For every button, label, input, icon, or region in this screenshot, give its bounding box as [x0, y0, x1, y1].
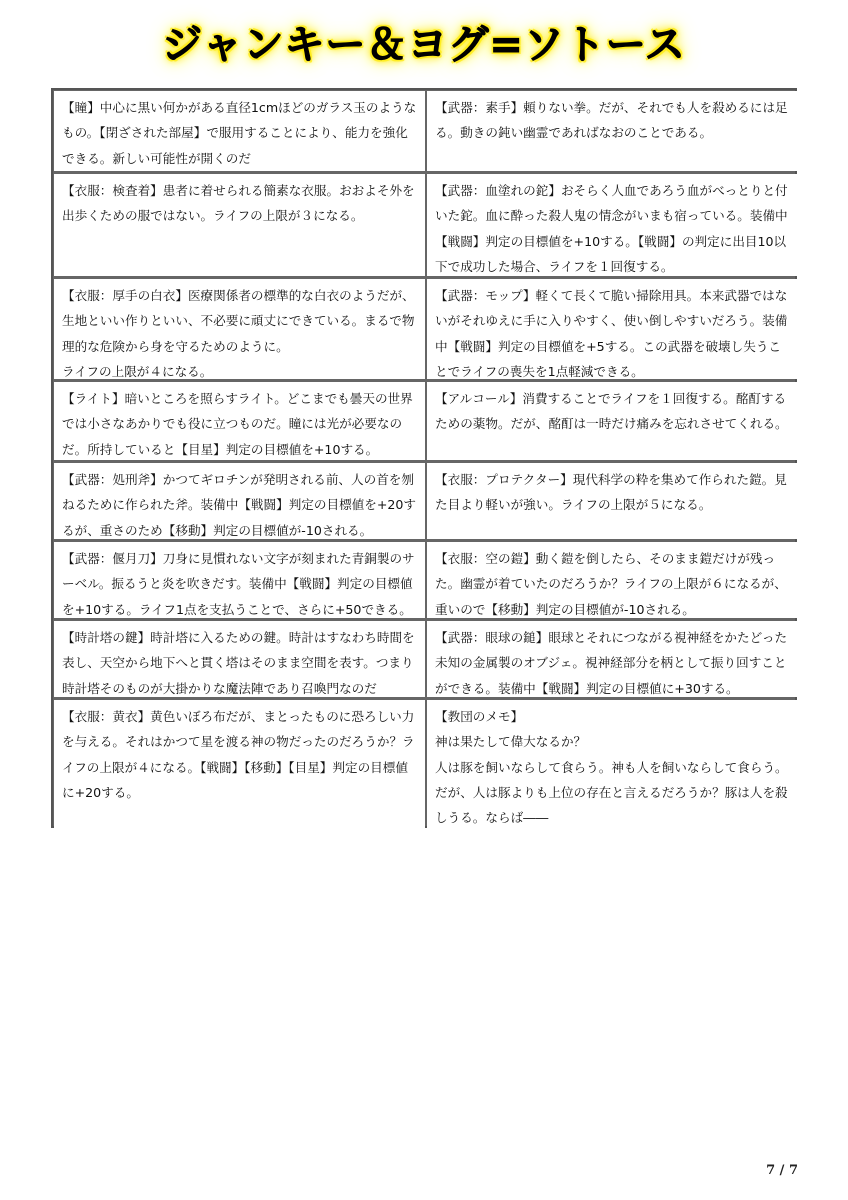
item-cell — [54, 174, 425, 276]
page-number: 7 / 7 — [766, 1163, 798, 1178]
item-cell — [54, 382, 425, 460]
item-text: 【衣服：黄衣】黄色いぼろ布だが、まとったものに恐ろしい力を与える。それはかつて星を渡る神の物だったのだろうか？ライフの上限が４になる。【戦闘】【移動】【目星】判定の目標値に+20する。 — [62, 709, 415, 800]
item-text: 【教団のメモ】 — [435, 709, 524, 724]
item-text: 【アルコール】消費することでライフを１回復する。酩酊するための薬物。だが、酩酊は一時だけ痛みを忘れさせてくれる。 — [435, 391, 788, 432]
item-text: 【時計塔の鍵】時計塔に入るための鍵。時計はすなわち時間を表し、天空から地下へと貫く塔はそのまま空間を表す。つまり時計塔そのものが大掛かりな魔法陣であり召喚門なのだ — [62, 630, 415, 696]
item-cell — [427, 382, 798, 460]
item-text: 【衣服：空の鎧】動く鎧を倒したら、そのまま鎧だけが残った。幽霊が着ていたのだろうか？ライフの上限が６になるが、重いので【移動】判定の目標値が-10される。 — [435, 551, 787, 617]
item-text: 【衣服：検査着】患者に着せられる簡素な衣服。おおよそ外を出歩くための服ではない。ライフの上限が３になる。 — [62, 183, 415, 224]
item-cell — [54, 700, 425, 829]
item-text: 【武器：処刑斧】かつてギロチンが発明される前、人の首を刎ねるために作られた斧。装備中【戦闘】判定の目標値を+20するが、重さのため【移動】判定の目標値が-10される。 — [62, 472, 417, 538]
item-cell — [427, 174, 798, 276]
item-text: 神は果たして偉大なるか？ — [435, 734, 587, 750]
item-cell — [427, 621, 798, 697]
item-cell — [427, 463, 798, 539]
item-card-table — [51, 88, 797, 828]
item-cell — [54, 542, 425, 618]
item-cell — [427, 91, 798, 171]
item-text: ライフの上限が４になる。 — [62, 363, 213, 379]
item-text: 【武器：偃月刀】刀身に見慣れない文字が刻まれた青銅製のサーベル。振るうと炎を吹きだす。装備中【戦闘】判定の目標値を+10する。ライフ1点を支払うことで、さらに+50できる。 — [62, 551, 415, 617]
item-text: 【武器：モップ】軽くて長くて脆い掃除用具。本来武器ではないがそれゆえに手に入りやすく、使い倒しやすいだろう。装備中【戦闘】判定の目標値を+5する。この武器を破壊し失うことでライフの喪失を1点軽減できる。 — [435, 288, 788, 379]
item-text: 【衣服：厚手の白衣】医療関係者の標準的な白衣のようだが、生地といい作りといい、不必要に頑丈にできている。まるで物理的な危険から身を守るためのように。 — [62, 288, 415, 354]
item-text: 【衣服：プロテクター】現代科学の粋を集めて作られた鎧。見た目より軽いが強い。ライフの上限が５になる。 — [435, 472, 787, 513]
item-cell — [427, 542, 798, 618]
item-text: 【武器：眼球の鎚】眼球とそれにつながる視神経をかたどった未知の金属製のオブジェ。視神経部分を柄として振り回すことができる。装備中【戦闘】判定の目標値に+30する。 — [435, 630, 788, 696]
title-banner — [0, 14, 848, 76]
item-cell — [427, 279, 798, 379]
item-text: 人は豚を飼いならして食らう。神も人を飼いならして食らう。 — [435, 759, 788, 775]
item-cell — [54, 621, 425, 697]
item-text: 【武器：血塗れの鉈】おそらく人血であろう血がべっとりと付いた鉈。血に酔った殺人鬼の情念がいまも宿っている。装備中【戦闘】判定の目標値を+10する。【戦闘】の判定に出目10以下で成功した場合、ライフを１回復する。 — [435, 183, 788, 274]
item-text: 【武器：素手】頼りない拳。だが、それでも人を殺めるには足る。動きの鈍い幽霊であればなおのことである。 — [435, 100, 788, 141]
item-cell — [54, 463, 425, 539]
item-cell — [54, 279, 425, 379]
item-cell — [54, 91, 425, 171]
item-text: だが、人は豚よりも上位の存在と言えるだろうか？豚は人を殺しうる。ならば―― — [435, 784, 788, 826]
item-cell — [427, 700, 798, 829]
page-title: ジャンキー＆ヨグ=ソトース — [162, 22, 686, 68]
item-text: 【瞳】中心に黒い何かがある直径1cmほどのガラス玉のようなもの。【閉ざされた部屋】で服用することにより、能力を強化できる。新しい可能性が開くのだ — [62, 100, 417, 166]
item-text: 【ライト】暗いところを照らすライト。どこまでも曇天の世界では小さなあかりでも役に立つものだ。瞳には光が必要なのだ。所持していると【目星】判定の目標値を+10する。 — [62, 391, 413, 457]
